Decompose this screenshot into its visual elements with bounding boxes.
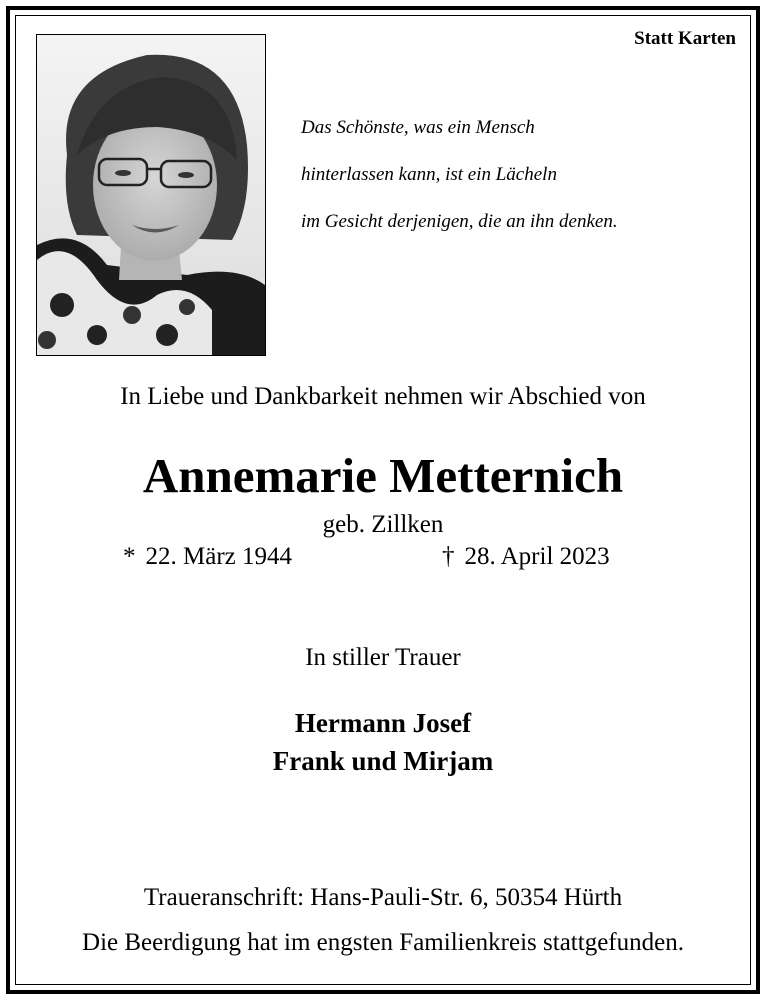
death-date: 28. April 2023 [464,543,610,570]
mourning-line: In stiller Trauer [305,644,461,671]
deceased-name: Annemarie Metternich [142,448,624,503]
quote-line: im Gesicht derjenigen, die an ihn denken. [301,211,618,232]
death-symbol: † [442,543,455,570]
birth-date-line [123,543,292,571]
funeral-note: Die Beerdigung hat im engsten Familienkreis stattgefunden. [82,929,684,956]
quote-line: hinterlassen kann, ist ein Lächeln [301,164,557,185]
portrait-photo [36,34,266,356]
memorial-quote [301,104,721,245]
farewell-intro: In Liebe und Dankbarkeit nehmen wir Abschied von [120,383,646,410]
mourners-list [0,704,766,780]
mourner-name: Hermann Josef [294,708,472,738]
statt-karten-label: Statt Karten [634,28,736,49]
birth-name: geb. Zillken [322,511,444,538]
mourning-address: Traueranschrift: Hans-Pauli-Str. 6, 50354 Hürth [143,884,623,911]
quote-line: Das Schönste, was ein Mensch [301,117,535,138]
birth-symbol: * [123,543,136,570]
portrait-illustration [37,35,265,355]
death-date-line [442,543,610,571]
mourner-name: Frank und Mirjam [272,746,494,776]
birth-date: 22. März 1944 [145,543,292,570]
